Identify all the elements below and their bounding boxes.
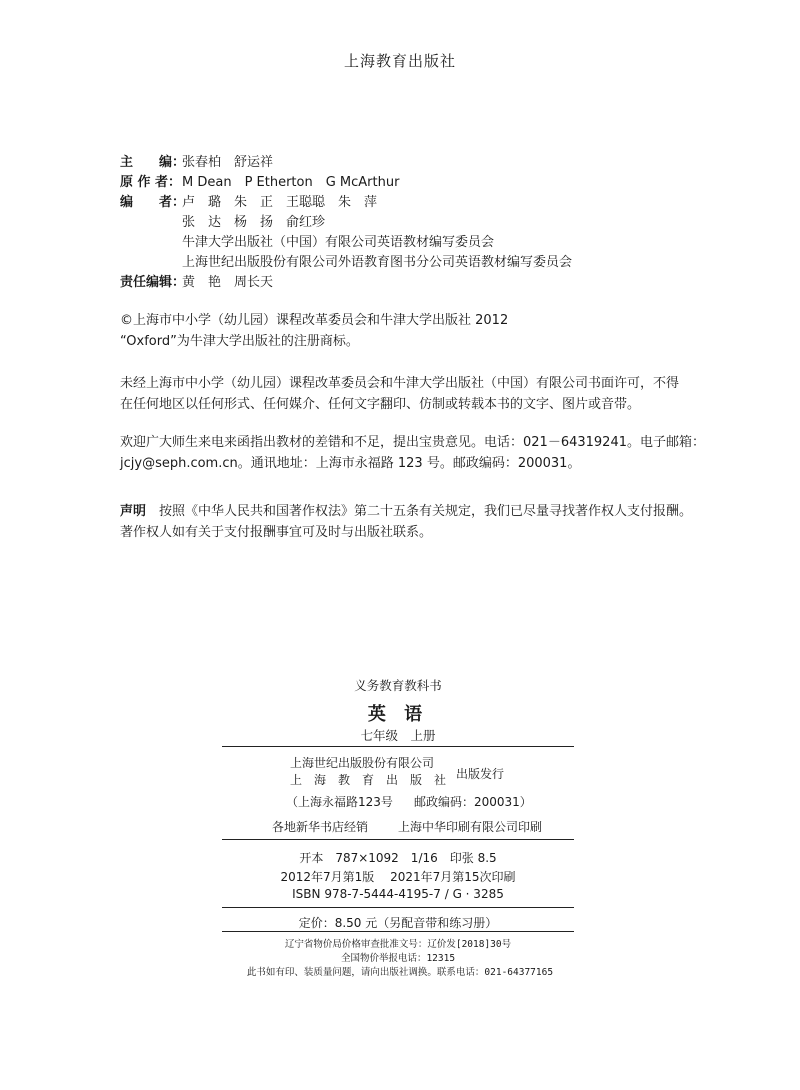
printer: 上海中华印刷有限公司印刷	[398, 820, 543, 834]
permission-notice	[120, 373, 680, 415]
price-approval: 辽宁省物价局价格审查批准文号：辽价发[2018]30号	[284, 939, 512, 950]
credit-names: 牛津大学出版社（中国）有限公司英语教材编写委员会	[182, 235, 495, 250]
credit-editors	[120, 193, 572, 273]
trademark-line: “Oxford”为牛津大学出版社的注册商标。	[120, 334, 359, 349]
statement-line: 著作权人如有关于支付报酬事宜可及时与出版社联系。	[120, 525, 433, 540]
credit-label: 编 者：	[120, 195, 186, 210]
credit-editor-in-chief	[120, 153, 572, 173]
credit-label: 主 编：	[120, 155, 186, 170]
publisher-name: 上海世纪出版股份有限公司	[290, 756, 435, 770]
feedback-line: 欢迎广大师生来电来函指出教材的差错和不足，提出宝贵意见。电话：021－64319241。电子邮箱：	[120, 435, 705, 450]
statement-label: 声明	[120, 504, 147, 519]
feedback-line: jcjy@seph.com.cn。通讯地址：上海市永福路 123 号。邮政编码：200031。	[120, 456, 581, 471]
publisher-names	[290, 755, 446, 789]
credit-names: 卢 璐 朱 正 王聪聪 朱 萍	[182, 195, 378, 210]
price-hotline: 全国物价举报电话：12315	[340, 953, 456, 964]
publisher-name: 上 海 教 育 出 版 社	[290, 773, 447, 787]
statement-notice	[120, 501, 693, 543]
divider	[222, 839, 574, 840]
edition-info: 2012年7月第1版 2021年7月第15次印刷	[280, 870, 516, 884]
credit-names: M Dean P Etherton G McArthur	[182, 175, 400, 190]
series-title: 义务教育教科书	[354, 678, 442, 693]
credit-names: 张春柏 舒运祥	[182, 155, 274, 170]
distributor: 各地新华书店经销	[272, 820, 369, 834]
credit-names: 张 达 杨 扬 俞红珍	[182, 215, 326, 230]
credit-responsible-editors	[120, 273, 572, 293]
credit-label: 责任编辑：	[120, 275, 186, 290]
credit-original-authors	[120, 173, 572, 193]
divider	[222, 746, 574, 747]
statement-line: 按照《中华人民共和国著作权法》第二十五条有关规定，我们已尽量寻找著作权人支付报酬。	[159, 504, 693, 519]
format-info: 开本 787×1092 1/16 印张 8.5	[299, 851, 497, 865]
publisher-address: （上海永福路123号	[286, 795, 393, 809]
publisher-header: 上海教育出版社	[343, 52, 456, 70]
publish-distribute-note: 出版发行	[456, 767, 505, 781]
permission-line: 在任何地区以任何形式、任何媒介、任何文字翻印、仿制或转载本书的文字、图片或音带。	[120, 397, 641, 412]
divider	[222, 907, 574, 908]
credit-names: 上海世纪出版股份有限公司外语教育图书分公司英语教材编写委员会	[182, 255, 573, 270]
isbn: ISBN 978-7-5444-4195-7 / G · 3285	[292, 887, 504, 901]
copyright-line: ©上海市中小学（幼儿园）课程改革委员会和牛津大学出版社 2012	[120, 313, 509, 328]
credit-label: 原 作 者：	[120, 175, 182, 190]
book-title: 英 语	[367, 704, 429, 725]
publisher-postcode: 邮政编码：200031）	[414, 795, 532, 809]
defect-notice: 此书如有印、装质量问题，请向出版社调换。联系电话：021-64377165	[246, 967, 554, 978]
credits-block	[120, 153, 572, 293]
grade-volume: 七年级 上册	[360, 728, 436, 743]
divider	[222, 931, 574, 932]
permission-line: 未经上海市中小学（幼儿园）课程改革委员会和牛津大学出版社（中国）有限公司书面许可，不得	[120, 376, 680, 391]
copyright-notice	[120, 310, 680, 352]
feedback-notice	[120, 432, 705, 474]
credit-names: 黄 艳 周长天	[182, 275, 274, 290]
price: 定价：8.50 元（另配音带和练习册）	[298, 916, 498, 930]
